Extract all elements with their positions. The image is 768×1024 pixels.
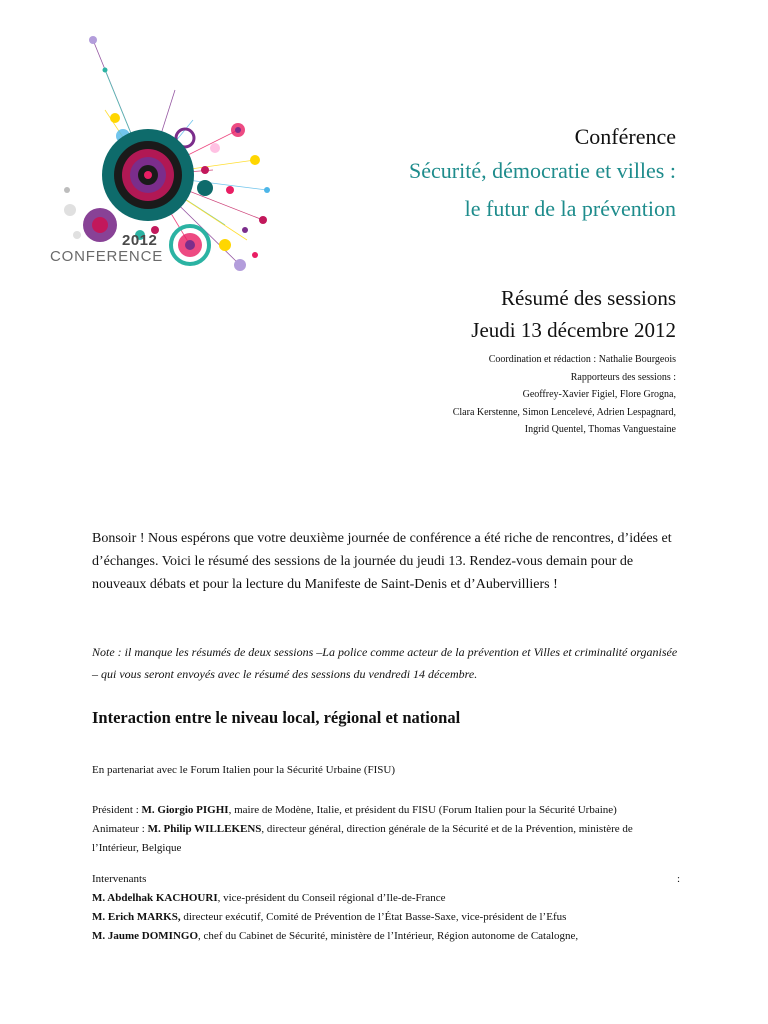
speaker-name: M. Abdelhak KACHOURI [92,892,218,904]
animator-name: M. Philip WILLEKENS [147,823,262,835]
partner-line: En partenariat avec le Forum Italien pour la Sécurité Urbaine (FISU) [92,764,395,776]
credits-line: Coordination et rédaction : Nathalie Bourgeois [488,354,676,365]
animator-label: Animateur : [92,823,148,835]
speaker-name: M. Jaume DOMINGO [92,930,199,942]
logo-wordmark: CONFERENCE [50,248,164,265]
credits-line: Geoffrey-Xavier Figiel, Flore Grogna, [522,389,676,400]
credits [453,351,676,439]
title-block [409,122,676,228]
logo-year: 2012 [122,232,158,249]
speaker-description: directeur exécutif, Comité de Prévention de l’État Basse-Saxe, vice-président de l’Efus [180,911,567,923]
note-paragraph: Note : il manque les résumés de deux sessions –La police comme acteur de la prévention et Villes et criminalité organisée – qui vous seront envoyés avec le résumé des sessions du vendredi 14 décembre. [92,645,678,681]
session-participants [92,801,680,946]
speakers-heading [92,870,680,889]
intro-paragraph: Bonsoir ! Nous espérons que votre deuxième journée de conférence a été riche de rencontres, d’idées et d’échanges. Voici le résumé des sessions de la journée du jeudi 13. Rendez-vous demain pour de nouveaux débats et pour la lecture du Manifeste de Saint-Denis et d’Aubervilliers ! [92,531,672,593]
president-line [92,801,680,820]
section-title: Interaction entre le niveau local, régional et national [92,708,461,727]
speaker-line [92,889,680,908]
logo-graphic [45,30,280,280]
conference-logo [45,30,280,280]
credits-line: Ingrid Quentel, Thomas Vanguestaine [524,424,676,435]
speaker-line [92,927,680,946]
animator-description: , directeur général, direction générale de la Sécurité et de la Prévention, ministère de l’Intérieur, Belgique [92,823,633,854]
document-title: Conférence [574,124,676,149]
president-label: Président : [92,804,142,816]
president-name: M. Giorgio PIGHI [141,804,229,816]
credits-line: Clara Kerstenne, Simon Lencelevé, Adrien Lespagnard, [452,406,676,418]
sessions-date: Jeudi 13 décembre 2012 [471,318,676,342]
speakers-label: Intervenants [92,873,147,885]
sessions-heading [471,283,676,347]
document-subtitle-line-2: le futur de la prévention [464,196,676,221]
speaker-description: , vice-président du Conseil régional d’Ile-de-France [217,892,446,904]
speaker-line [92,908,680,927]
speakers-colon: : [676,873,680,885]
speaker-name: M. Erich MARKS, [92,911,181,923]
credits-line: Rapporteurs des sessions : [570,371,676,383]
document-subtitle-line-1: Sécurité, démocratie et villes : [409,158,676,183]
sessions-title: Résumé des sessions [501,286,676,310]
animator-line [92,820,680,858]
speaker-description: , chef du Cabinet de Sécurité, ministère de l’Intérieur, Région autonome de Catalogne, [198,930,579,942]
president-description: , maire de Modène, Italie, et président du FISU (Forum Italien pour la Sécurité Urbaine) [228,804,617,816]
